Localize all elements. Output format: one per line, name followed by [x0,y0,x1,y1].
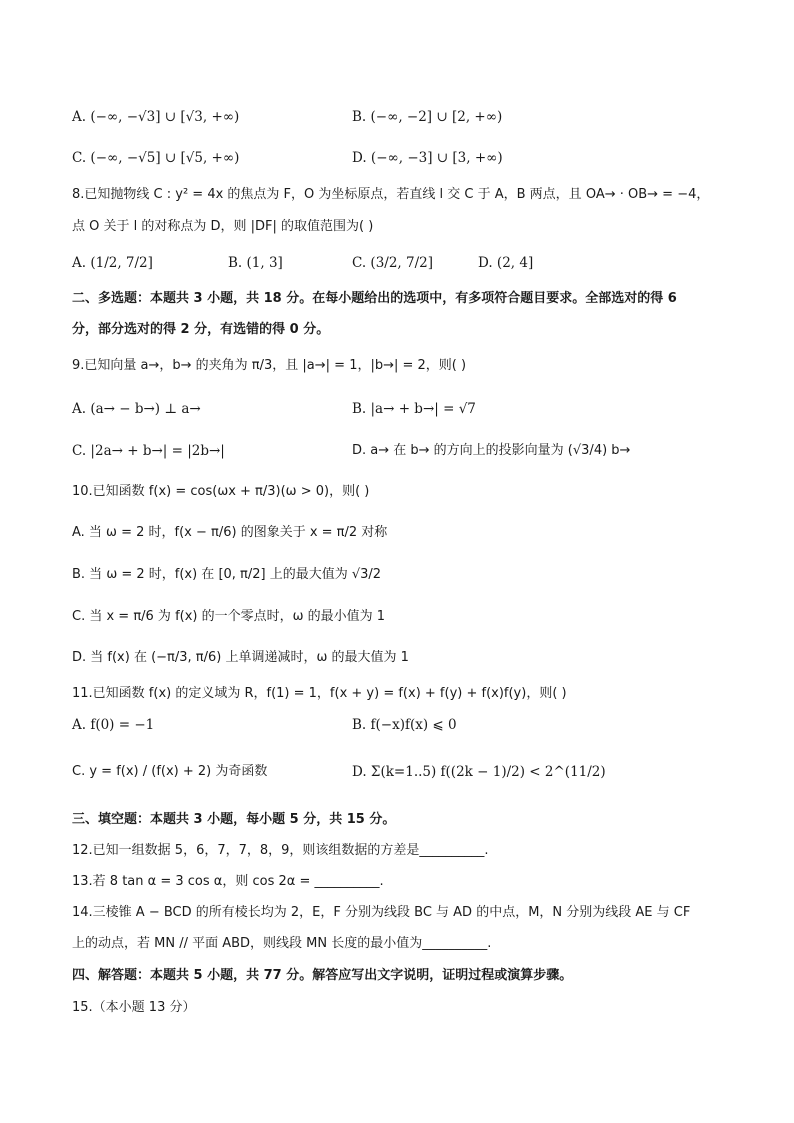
section2-heading-line2: 分，部分选对的得 2 分，有选错的得 0 分。 [72,322,330,337]
q8-option-c: C. (3/2, 7/2] [352,255,433,271]
q14-line1: 14.三棱锥 A − BCD 的所有棱长均为 2，E，F 分别为线段 BC 与 AD 的中点，M，N 分别为线段 AE 与 CF [72,905,691,920]
q9-option-b: B. |a→ + b→| = √7 [352,401,476,417]
q14-line2: 上的动点，若 MN // 平面 ABD，则线段 MN 长度的最小值为__________. [72,936,492,951]
q10-option-d: D. 当 f(x) 在 (−π/3, π/6) 上单调递减时，ω 的最大值为 1 [72,650,409,665]
q8-stem-line2: 点 O 关于 l 的对称点为 D，则 |DF| 的取值范围为( ) [72,219,374,234]
q11-option-c: C. y = f(x) / (f(x) + 2) 为奇函数 [72,764,268,779]
q9-option-a: A. (a→ − b→) ⊥ a→ [72,401,201,417]
q12: 12.已知一组数据 5，6，7，7，8，9，则该组数据的方差是__________. [72,843,489,858]
q10-option-a: A. 当 ω = 2 时，f(x − π/6) 的图象关于 x = π/2 对称 [72,525,388,540]
q9-stem: 9.已知向量 a→，b→ 的夹角为 π/3，且 |a→| = 1，|b→| = 2，则( ) [72,358,467,373]
q7-option-b: B. (−∞, −2] ∪ [2, +∞) [352,109,503,125]
q9-option-d: D. a→ 在 b→ 的方向上的投影向量为 (√3/4) b→ [352,443,631,458]
section4-heading: 四、解答题：本题共 5 小题，共 77 分。解答应写出文字说明，证明过程或演算步骤。 [72,968,573,983]
q13: 13.若 8 tan α = 3 cos α，则 cos 2α = __________. [72,874,384,889]
q11-option-a: A. f(0) = −1 [72,717,155,733]
q7-option-c: C. (−∞, −√5] ∪ [√5, +∞) [72,150,240,166]
q10-option-c: C. 当 x = π/6 为 f(x) 的一个零点时，ω 的最小值为 1 [72,609,386,624]
q7-option-a: A. (−∞, −√3] ∪ [√3, +∞) [72,109,240,125]
q8-option-d: D. (2, 4] [478,255,534,271]
q11-stem: 11.已知函数 f(x) 的定义域为 R，f(1) = 1，f(x + y) = f(x) + f(y) + f(x)f(y)，则( ) [72,686,567,701]
q11-option-b: B. f(−x)f(x) ⩽ 0 [352,717,457,733]
q9-option-c: C. |2a→ + b→| = |2b→| [72,443,225,459]
section2-heading-line1: 二、多选题：本题共 3 小题，共 18 分。在每小题给出的选项中，有多项符合题目要求。全部选对的得 6 [72,291,677,306]
q8-stem-line1: 8.已知抛物线 C : y² = 4x 的焦点为 F，O 为坐标原点，若直线 l 交 C 于 A，B 两点，且 OA→ · OB→ = −4， [72,187,710,202]
q11-option-d: D. Σ(k=1..5) f((2k − 1)/2) < 2^(11/2) [352,764,606,780]
q10-option-b: B. 当 ω = 2 时，f(x) 在 [0, π/2] 上的最大值为 √3/2 [72,567,382,582]
section3-heading: 三、填空题：本题共 3 小题，每小题 5 分，共 15 分。 [72,812,396,827]
q10-stem: 10.已知函数 f(x) = cos(ωx + π/3)(ω > 0)，则( ) [72,484,370,499]
q8-option-b: B. (1, 3] [228,255,283,271]
q7-option-d: D. (−∞, −3] ∪ [3, +∞) [352,150,503,166]
q8-option-a: A. (1/2, 7/2] [72,255,153,271]
q15-heading: 15.（本小题 13 分） [72,1000,196,1015]
